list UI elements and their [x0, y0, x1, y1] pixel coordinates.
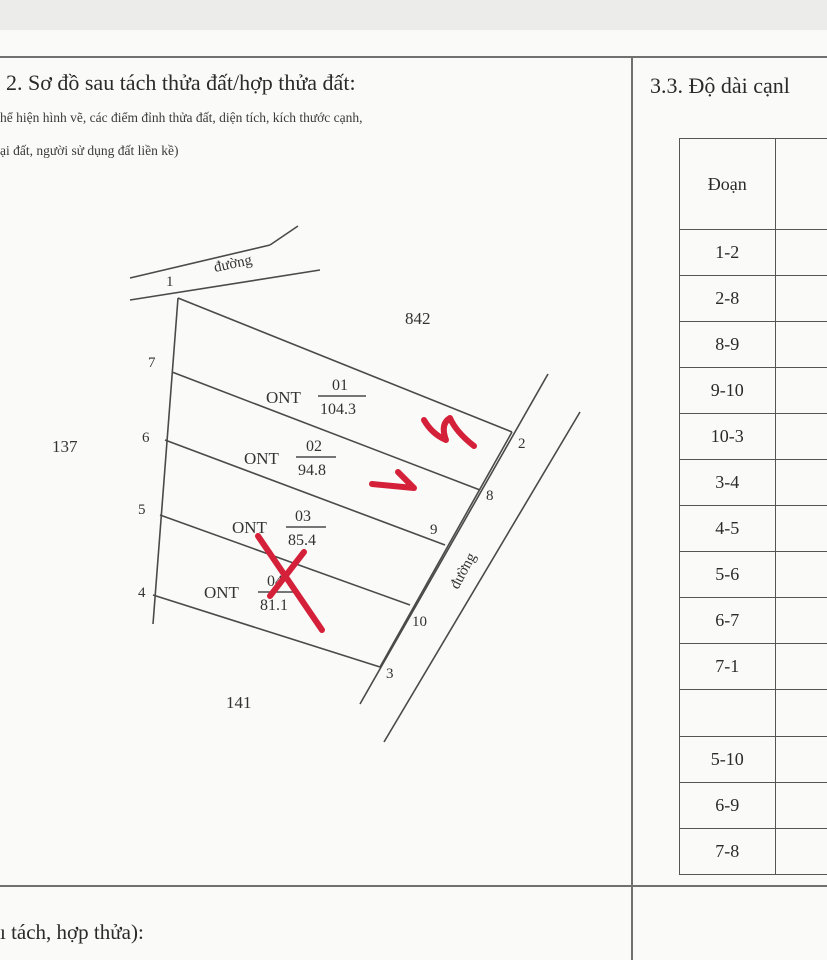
point-5: 5	[138, 502, 146, 518]
parcel-1-area: 104.3	[320, 401, 356, 418]
table-cell-segment: 1-2	[680, 230, 776, 276]
parcel-3-number: 03	[295, 508, 311, 525]
neighbor-842: 842	[405, 309, 431, 328]
table-cell-segment: 6-7	[680, 598, 776, 644]
point-3: 3	[386, 666, 394, 682]
point-8: 8	[486, 488, 494, 504]
parcel-4-area: 81.1	[260, 597, 288, 614]
road-top-label: đường	[212, 252, 254, 276]
check-mark-v-parcel-1	[424, 418, 474, 446]
table-cell-segment: 7-1	[680, 644, 776, 690]
parcel-3-area: 85.4	[288, 532, 316, 549]
parcel-4-number: 04	[267, 573, 283, 590]
table-cell-segment: 9-10	[680, 368, 776, 414]
table-cell-segment: 3-4	[680, 460, 776, 506]
point-9: 9	[430, 522, 438, 538]
bottom-section-text: ı tách, hợp thửa):	[0, 920, 144, 944]
parcel-2-type: ONT	[244, 449, 279, 468]
neighbor-141: 141	[226, 693, 252, 712]
section-title-diagram: 2. Sơ đồ sau tách thửa đất/hợp thửa đất:	[6, 70, 356, 95]
neighbor-137: 137	[52, 437, 78, 456]
road-right-line-right	[384, 412, 580, 742]
table-cell-segment: 2-8	[680, 276, 776, 322]
point-2: 2	[518, 436, 526, 452]
left-boundary	[153, 298, 178, 624]
point-7: 7	[148, 355, 156, 371]
parcel-2-number: 02	[306, 438, 322, 455]
point-1: 1	[166, 274, 174, 290]
table-cell-segment: 8-9	[680, 322, 776, 368]
table-cell-segment: 7-8	[680, 829, 776, 875]
point-4: 4	[138, 585, 146, 601]
road-top-line-lower	[130, 270, 320, 300]
section-note-line-2: ại đất, người sử dụng đất liền kề)	[0, 143, 179, 158]
road-right-label: đường	[447, 550, 480, 592]
section-note-line-1: hể hiện hình vẽ, các điểm đỉnh thửa đất, diện tích, kích thước cạnh,	[0, 110, 363, 125]
section-title-edge-lengths: 3.3. Độ dài cạnl	[650, 73, 790, 98]
table-cell-segment: 6-9	[680, 783, 776, 829]
parcel-1-type: ONT	[266, 388, 301, 407]
point-6: 6	[142, 430, 150, 446]
parcel-1-number: 01	[332, 377, 348, 394]
parcel-4-type: ONT	[204, 583, 239, 602]
check-mark-v-parcel-2	[372, 472, 414, 488]
table-cell-segment: 5-10	[680, 737, 776, 783]
right-boundary	[380, 432, 512, 667]
table-header-segment: Đoạn	[680, 139, 776, 230]
boundary-6-9	[165, 440, 445, 545]
parcel-2-area: 94.8	[298, 462, 326, 479]
table-cell-segment: 10-3	[680, 414, 776, 460]
point-10: 10	[412, 614, 427, 630]
table-cell-segment: 4-5	[680, 506, 776, 552]
table-cell-segment: 5-6	[680, 552, 776, 598]
parcel-3-type: ONT	[232, 518, 267, 537]
